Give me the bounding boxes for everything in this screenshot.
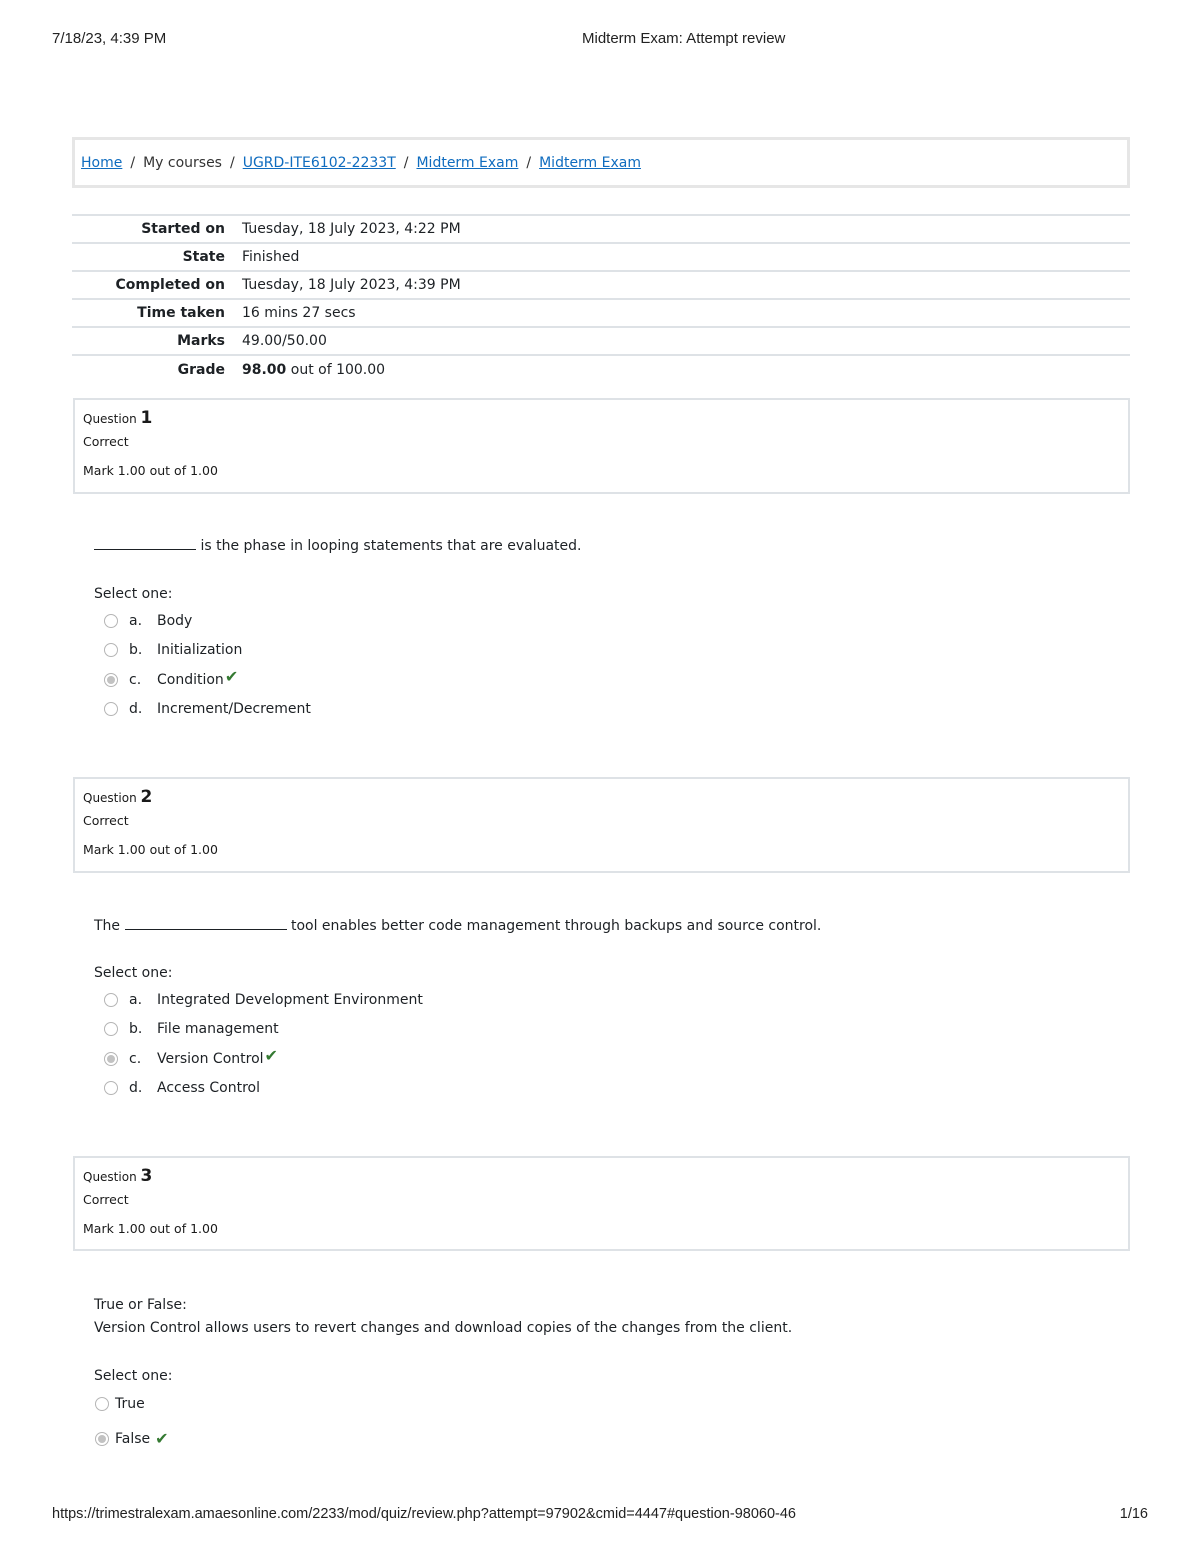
breadcrumb-separator: / <box>229 155 235 171</box>
print-url: https://trimestralexam.amaesonline.com/2233/mod/quiz/review.php?attempt=97902&cmid=4447#question-98060-46 <box>52 1506 796 1522</box>
summary-row-started <box>72 215 1130 243</box>
print-header <box>52 30 1148 50</box>
state-label: State <box>182 249 225 265</box>
answer-option-b[interactable] <box>94 1015 821 1045</box>
radio-button[interactable] <box>104 993 118 1007</box>
answer-options <box>90 1386 792 1456</box>
summary-row-state <box>72 243 1130 271</box>
question-number-value: 2 <box>140 787 153 807</box>
grade-label: Grade <box>177 361 225 378</box>
question-grade: Mark 1.00 out of 1.00 <box>83 842 218 857</box>
print-page-number: 1/16 <box>1119 1506 1148 1522</box>
question-text-after: tool enables better code management through backups and source control. <box>290 918 822 934</box>
question-prompt: True or False: <box>94 1297 187 1313</box>
fill-in-blank <box>125 918 287 930</box>
time-taken-label: Time taken <box>137 305 225 321</box>
radio-button[interactable] <box>104 643 118 657</box>
option-letter: a. <box>129 991 143 1008</box>
started-on-label: Started on <box>141 221 225 237</box>
marks-value: 49.00/50.00 <box>242 333 327 349</box>
radio-button[interactable] <box>104 1081 118 1095</box>
question-3-content <box>94 1297 792 1456</box>
answer-option-d[interactable] <box>94 1074 821 1104</box>
breadcrumb-section-link[interactable]: Midterm Exam <box>416 155 519 171</box>
question-text <box>94 918 821 934</box>
started-on-value: Tuesday, 18 July 2023, 4:22 PM <box>242 221 461 237</box>
select-one-label: Select one: <box>94 965 173 981</box>
question-number-value: 1 <box>140 408 153 428</box>
question-2-info <box>73 777 1130 873</box>
grade-value: 98.00 <box>242 361 287 378</box>
answer-option-a[interactable] <box>94 606 581 636</box>
fill-in-blank <box>94 538 196 550</box>
marks-label: Marks <box>177 333 225 349</box>
question-1-info <box>73 398 1130 494</box>
option-text: False <box>115 1430 151 1447</box>
option-letter: b. <box>129 1021 143 1038</box>
question-text-body: is the phase in looping statements that are evaluated. <box>200 538 582 554</box>
select-one-label: Select one: <box>94 586 173 602</box>
option-text: Access Control <box>157 1080 260 1097</box>
answer-option-b[interactable] <box>94 636 581 666</box>
radio-button-selected[interactable] <box>104 1052 118 1066</box>
question-state: Correct <box>83 434 129 449</box>
attempt-summary-table <box>72 214 1130 383</box>
option-text: Version Control <box>157 1050 264 1067</box>
breadcrumb-separator: / <box>526 155 532 171</box>
question-text: Version Control allows users to revert changes and download copies of the changes from the client. <box>94 1320 793 1336</box>
question-label: Question <box>83 1170 137 1184</box>
completed-on-label: Completed on <box>115 277 225 293</box>
option-letter: d. <box>129 701 143 718</box>
answer-option-d[interactable] <box>94 695 581 725</box>
radio-button[interactable] <box>95 1397 109 1411</box>
correct-check-icon: ✔ <box>264 1046 278 1066</box>
option-text: Condition <box>157 671 224 688</box>
radio-button[interactable] <box>104 1022 118 1036</box>
option-letter: c. <box>129 671 142 688</box>
breadcrumb-home-link[interactable]: Home <box>81 155 123 171</box>
breadcrumb-my-courses: My courses <box>143 155 222 171</box>
question-state: Correct <box>83 813 129 828</box>
answer-option-c[interactable] <box>94 1044 821 1074</box>
breadcrumb <box>72 137 1130 188</box>
option-text: Initialization <box>157 642 243 659</box>
question-2-content <box>94 918 821 1103</box>
grade-suffix: out of 100.00 <box>290 361 386 378</box>
breadcrumb-separator: / <box>403 155 409 171</box>
radio-button-selected[interactable] <box>104 673 118 687</box>
radio-button-selected[interactable] <box>95 1432 109 1446</box>
breadcrumb-quiz-link[interactable]: Midterm Exam <box>539 155 641 171</box>
state-value: Finished <box>242 249 300 265</box>
print-page-title: Midterm Exam: Attempt review <box>582 30 786 47</box>
option-letter: c. <box>129 1050 142 1067</box>
summary-row-grade <box>72 355 1130 383</box>
option-text: True <box>115 1395 145 1412</box>
answer-option-c[interactable] <box>94 665 581 695</box>
answer-options <box>94 985 821 1103</box>
grade-value-cell <box>233 355 1130 383</box>
question-label: Question <box>83 791 137 805</box>
correct-check-icon: ✔ <box>155 1429 169 1448</box>
correct-check-icon: ✔ <box>224 667 239 687</box>
question-number <box>83 787 1120 809</box>
question-grade: Mark 1.00 out of 1.00 <box>83 1221 218 1236</box>
breadcrumb-course-link[interactable]: UGRD-ITE6102-2233T <box>242 155 396 171</box>
question-text <box>94 538 581 554</box>
question-number <box>83 1166 1120 1188</box>
completed-on-value: Tuesday, 18 July 2023, 4:39 PM <box>242 277 461 293</box>
question-grade: Mark 1.00 out of 1.00 <box>83 463 218 478</box>
breadcrumb-separator: / <box>130 155 136 171</box>
option-text: File management <box>157 1021 279 1038</box>
question-3-info <box>73 1156 1130 1251</box>
answer-options <box>94 606 581 724</box>
question-state: Correct <box>83 1192 129 1207</box>
question-number <box>83 408 1120 430</box>
option-text: Integrated Development Environment <box>157 991 423 1008</box>
question-number-value: 3 <box>140 1166 153 1186</box>
question-1-content <box>94 538 581 724</box>
summary-row-marks <box>72 327 1130 355</box>
question-label: Question <box>83 412 137 426</box>
print-datetime: 7/18/23, 4:39 PM <box>52 30 167 47</box>
answer-option-false[interactable] <box>90 1421 792 1456</box>
time-taken-value: 16 mins 27 secs <box>242 305 356 321</box>
radio-button[interactable] <box>104 614 118 628</box>
question-text-before: The <box>94 918 121 934</box>
answer-option-a[interactable] <box>94 985 821 1015</box>
select-one-label: Select one: <box>94 1368 173 1384</box>
option-letter: b. <box>129 642 143 659</box>
radio-button[interactable] <box>104 702 118 716</box>
option-text: Body <box>157 612 193 629</box>
summary-row-time <box>72 299 1130 327</box>
summary-row-completed <box>72 271 1130 299</box>
option-letter: d. <box>129 1080 143 1097</box>
answer-option-true[interactable] <box>90 1386 792 1421</box>
option-text: Increment/Decrement <box>157 701 311 718</box>
option-letter: a. <box>129 612 143 629</box>
